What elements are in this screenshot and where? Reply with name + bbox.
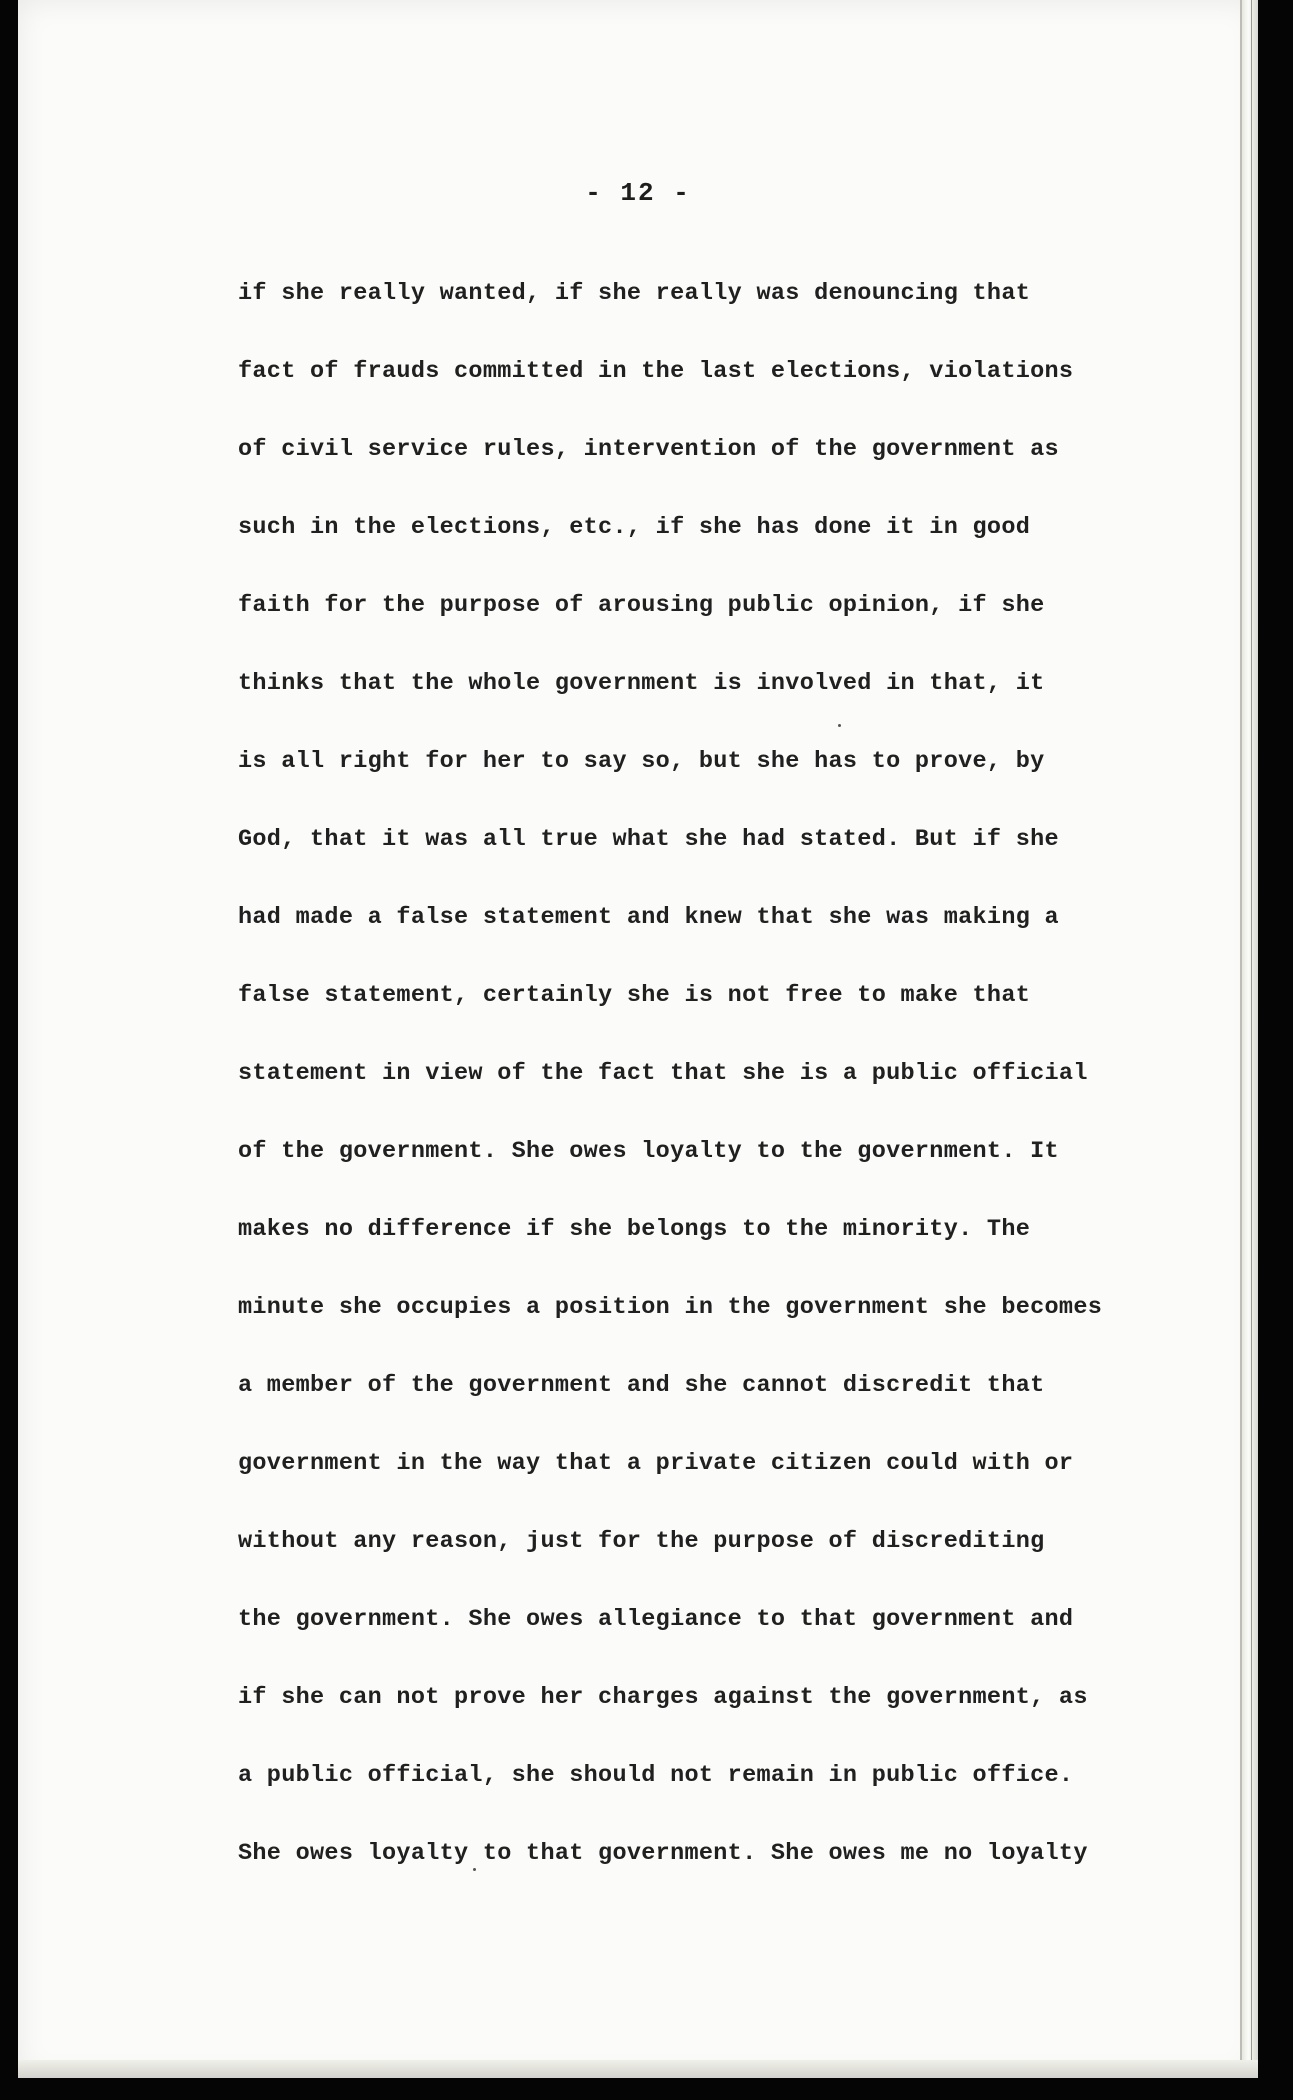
document-page — [18, 0, 1258, 2078]
page-bottom-edge — [18, 2060, 1258, 2078]
text-line: faith for the purpose of arousing public opinion, if she — [238, 592, 1045, 619]
text-line: of civil service rules, intervention of the government as — [238, 436, 1059, 463]
text-line: had made a false statement and knew that she was making a — [238, 904, 1059, 931]
text-line: makes no difference if she belongs to the minority. The — [238, 1216, 1031, 1243]
scan-speck — [473, 1868, 476, 1871]
page-edge — [1240, 0, 1258, 2078]
text-line: a member of the government and she cannot discredit that — [238, 1372, 1045, 1399]
text-line: of the government. She owes loyalty to the government. It — [238, 1138, 1059, 1165]
body-text — [238, 272, 1218, 1910]
text-line: is all right for her to say so, but she has to prove, by — [238, 748, 1045, 775]
text-line: fact of frauds committed in the last elections, violations — [238, 358, 1074, 385]
text-line: statement in view of the fact that she is a public official — [238, 1060, 1088, 1087]
text-line: She owes loyalty to that government. She owes me no loyalty — [238, 1840, 1088, 1867]
page-number: - 12 - — [585, 178, 691, 208]
text-line: if she really wanted, if she really was denouncing that — [238, 280, 1031, 307]
text-line: without any reason, just for the purpose of discrediting — [238, 1528, 1045, 1555]
text-line: thinks that the whole government is involved in that, it — [238, 670, 1045, 697]
text-line: government in the way that a private citizen could with or — [238, 1450, 1074, 1477]
scan-speck — [838, 724, 841, 727]
text-line: the government. She owes allegiance to that government and — [238, 1606, 1074, 1633]
text-line: if she can not prove her charges against the government, as — [238, 1684, 1088, 1711]
text-line: minute she occupies a position in the government she becomes — [238, 1294, 1103, 1321]
text-line: such in the elections, etc., if she has done it in good — [238, 514, 1031, 541]
text-line: false statement, certainly she is not free to make that — [238, 982, 1031, 1009]
text-line: God, that it was all true what she had stated. But if she — [238, 826, 1059, 853]
text-line: a public official, she should not remain in public office. — [238, 1762, 1074, 1789]
